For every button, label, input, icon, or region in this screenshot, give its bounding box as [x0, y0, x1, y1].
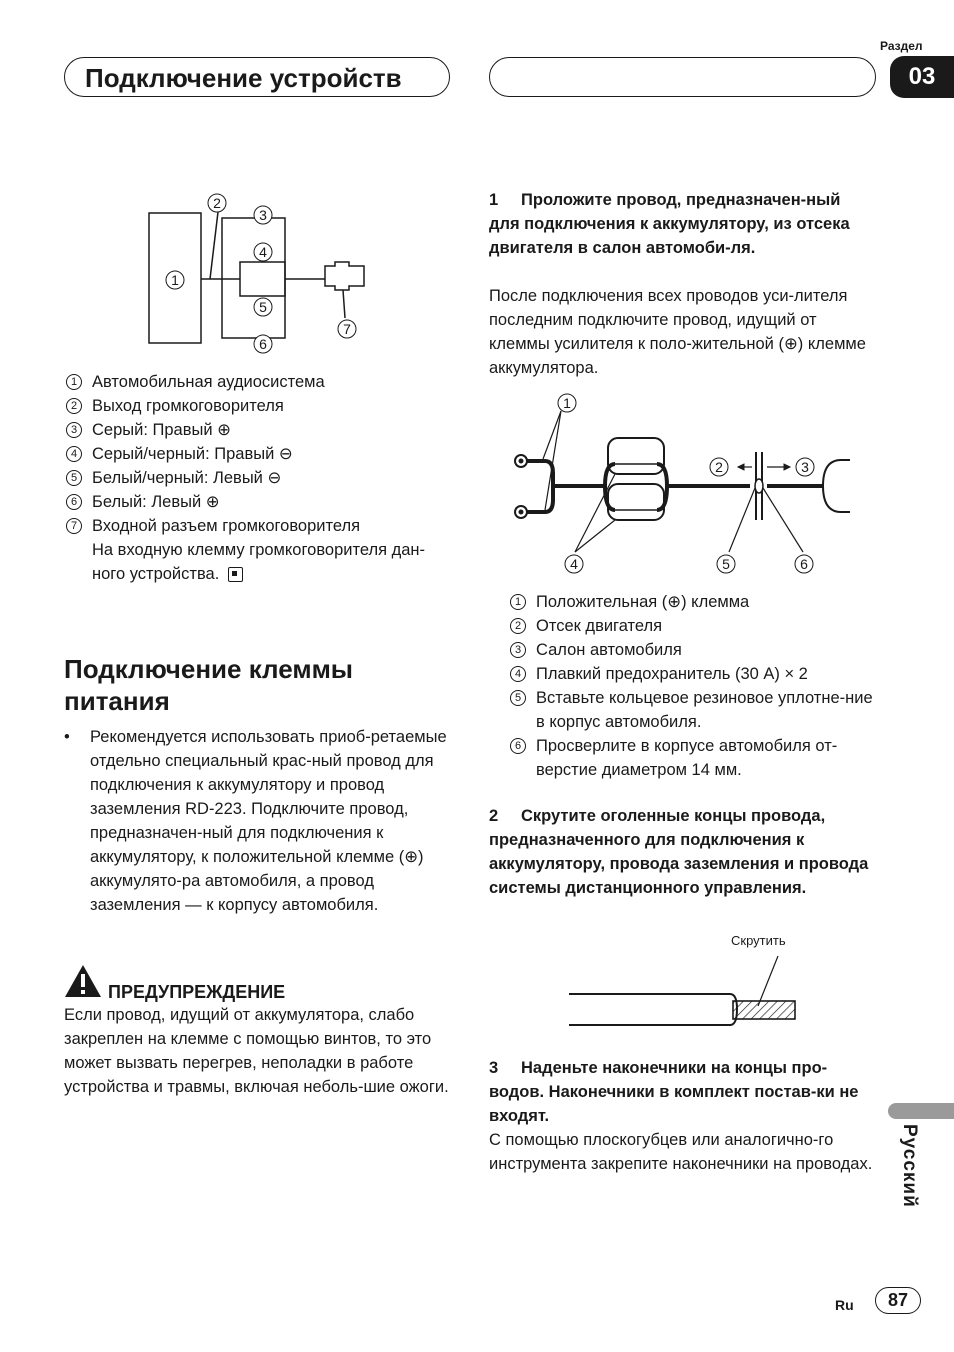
list-item: 1 Положительная (⊕) клемма [510, 590, 875, 614]
diagram1-callout: 4 [259, 244, 267, 260]
step3-text: С помощью плоскогубцев или аналогично-го инструмента закрепите наконечники на проводах. [489, 1131, 873, 1173]
step1-title: 1 Проложите провод, предназначен-ный для подключения к аккумулятору, из отсека двигателя в салон автомоби-ля. [489, 191, 850, 257]
diagram2-callout: 1 [563, 395, 571, 411]
battery-wiring-diagram [505, 388, 865, 580]
warning-title: ПРЕДУПРЕЖДЕНИЕ [108, 982, 286, 1002]
diagram1-callout: 1 [171, 272, 179, 288]
bullet-icon: • [64, 728, 70, 746]
diagram1-callout: 2 [213, 195, 221, 211]
list-item: 6 Просверлите в корпусе автомобиля от-верстие диаметром 14 мм. [510, 734, 875, 782]
step3-title: 3 Наденьте наконечники на концы про-водов. Наконечники в комплект постав-ки не входят. [489, 1059, 859, 1125]
step2-title: 2 Скрутите оголенные концы провода, предназначенного для подключения к аккумулятору, провода заземления и провода системы дистанционного управления. [489, 807, 869, 897]
list-item: 4 Серый/черный: Правый ⊖ [66, 442, 456, 466]
diagram1-callout: 6 [259, 336, 267, 352]
list-item: 5 Вставьте кольцевое резиновое уплотне-ние в корпус автомобиля. [510, 686, 875, 734]
warning-icon [64, 964, 102, 998]
speaker-wiring-diagram [140, 188, 380, 358]
end-mark-icon [228, 567, 243, 582]
page-number: 87 [875, 1287, 921, 1314]
header-title-pill [64, 57, 450, 97]
list-item: 4 Плавкий предохранитель (30 А) × 2 [510, 662, 875, 686]
twist-wire-diagram [565, 950, 801, 1032]
diagram2-callout: 3 [801, 459, 809, 475]
list-item: 5 Белый/черный: Левый ⊖ [66, 466, 456, 490]
list-item: 2 Отсек двигателя [510, 614, 875, 638]
list-item: 3 Серый: Правый ⊕ [66, 418, 456, 442]
list-item: 3 Салон автомобиля [510, 638, 875, 662]
twist-label: Скрутить [731, 933, 786, 948]
speaker-connector-icon [325, 262, 364, 290]
language-tab-label: Русский [899, 1124, 920, 1208]
fuse-icon [608, 484, 664, 520]
fuse-icon [608, 438, 664, 474]
section-number-badge: 03 [890, 56, 954, 98]
diagram2-callout: 4 [570, 556, 578, 572]
step1-text: После подключения всех проводов уси-лителя последним подключите провод, идущий от клеммы усилителя к поло-жительной (⊕) клемме аккумулятора. [489, 287, 866, 377]
legend-note: На входную клемму громкоговорителя дан-ного устройства. [92, 541, 426, 583]
diagram1-callout: 7 [343, 321, 351, 337]
warning-text: Если провод, идущий от аккумулятора, слабо закреплен на клемме с помощью винтов, то это может вызвать перегрев, неполадки в работе устройства и травмы, включая неболь-шие ожоги. [64, 1006, 449, 1096]
diagram2-callout: 6 [800, 556, 808, 572]
language-code: Ru [835, 1297, 854, 1313]
diagram2-callout: 2 [715, 459, 723, 475]
list-item: 6 Белый: Левый ⊕ [66, 490, 456, 514]
battery-legend [510, 590, 875, 782]
header-empty-pill [489, 57, 876, 97]
list-item: 2 Выход громкоговорителя [66, 394, 456, 418]
page-title: Подключение устройств [85, 63, 402, 93]
list-item: 1 Автомобильная аудиосистема [66, 370, 456, 394]
section-label: Раздел [880, 39, 923, 53]
section-heading: Подключение клеммы питания [64, 654, 354, 716]
diagram2-callout: 5 [722, 556, 730, 572]
language-tab-bar [888, 1103, 954, 1119]
diagram1-callout: 5 [259, 299, 267, 315]
bullet-text: Рекомендуется использовать приоб-ретаемые отдельно специальный крас-ный провод для подключения к аккумулятору и провод заземления RD-223. Подключите провод, предназначен-ный для подключения к аккумулятору, к положительной клемме (⊕) аккумулято-ра автомобиля, а провод заземления — к корпусу автомобиля. [90, 728, 447, 914]
diagram1-callout: 3 [259, 207, 267, 223]
list-item: 7 Входной разъем громкоговорителя На входную клемму громкоговорителя дан-ного устройства. [66, 514, 456, 586]
speaker-legend [66, 370, 456, 586]
recommendation-bullet [64, 725, 454, 917]
